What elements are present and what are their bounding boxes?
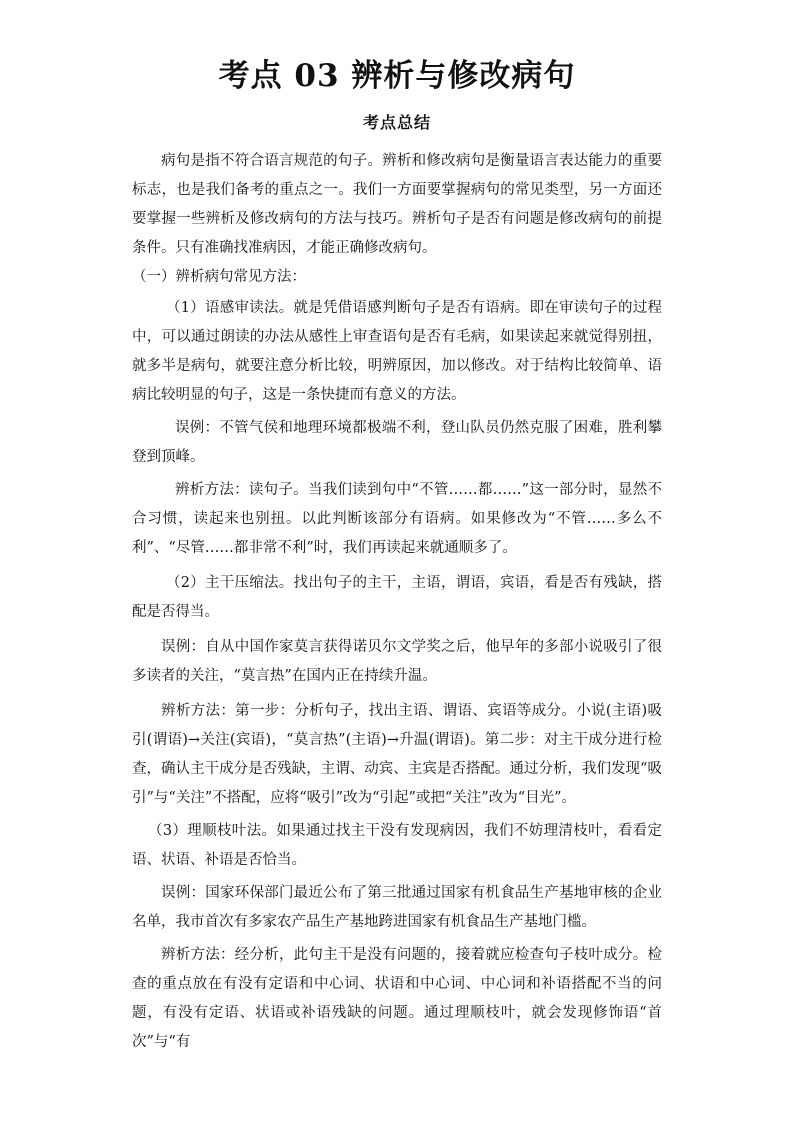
- method-1-example: 误例：不管气侯和地理环境都极端不利，登山队员仍然克服了困难，胜利攀登到顶峰。: [132, 420, 662, 465]
- section-heading: （一）辨析病句常见方法：: [132, 269, 306, 285]
- method-2-analysis: 辨析方法：第一步：分析句子，找出主语、谓语、宾语等成分。小说(主语)吸引(谓语)→关注(宾语)，“莫言热”(主语)→升温(谓语)。第二步：对主干成分进行检查，确认主干成分是否残缺，主谓、动宾、主宾是否搭配。通过分析，我们发现“吸引”与“关注”不搭配，应将“吸引”改为“引起”或把“关注”改为“目光”。: [132, 703, 662, 806]
- method-1-analysis: 辨析方法：读句子。当我们读到句中“不管……都……”这一部分时，显然不合习惯，读起来也别扭。以此判断该部分有语病。如果修改为“不管……多么不利”、“尽管……都非常不利”时，我们再读起来就通顺多了。: [132, 482, 662, 556]
- method-2-example: 误例：自从中国作家莫言获得诺贝尔文学奖之后，他早年的多部小说吸引了很多读者的关注，“莫言热”在国内正在持续升温。: [132, 639, 662, 684]
- method-1-paragraph: （1）语感审读法。就是凭借语感判断句子是否有语病。即在审读句子的过程中，可以通过朗读的办法从感性上审查语句是否有毛病，如果读起来就觉得别扭，就多半是病句，就要注意分析比较，明辨原因，加以修改。对于结构比较简单、语病比较明显的句子，这是一条快捷而有意义的方法。: [132, 300, 662, 403]
- method-3-paragraph: （3）理顺枝叶法。如果通过找主干没有发现病因，我们不妨理清枝叶，看看定语、状语、补语是否恰当。: [132, 823, 662, 868]
- document-subtitle: 考点总结: [362, 113, 431, 132]
- intro-paragraph: 病句是指不符合语言规范的句子。辨析和修改病句是衡量语言表达能力的重要标志，也是我们备考的重点之一。我们一方面要掌握病句的常见类型，另一方面还要掌握一些辨析及修改病句的方法与技巧。辨析句子是否有问题是修改病句的前提条件。只有准确找准病因，才能正确修改病句。: [132, 153, 662, 256]
- document-title: 考点 03 辨析与修改病句: [218, 58, 576, 94]
- method-3-analysis: 辨析方法：经分析，此句主干是没有问题的，接着就应检查句子枝叶成分。检查的重点放在有没有定语和中心词、状语和中心词、中心词和补语搭配不当的问题，有没有定语、状语或补语残缺的问题。通过理顺枝叶，就会发现修饰语“首次”与“有: [132, 947, 662, 1050]
- method-2-paragraph: （2）主干压缩法。找出句子的主干，主语，谓语，宾语，看是否有残缺，搭配是否得当。: [132, 575, 662, 620]
- method-3-example: 误例：国家环保部门最近公布了第三批通过国家有机食品生产基地审核的企业名单，我市首次有多家农产品生产基地跨进国家有机食品生产基地门槛。: [132, 885, 662, 930]
- document-body: [132, 147, 662, 1057]
